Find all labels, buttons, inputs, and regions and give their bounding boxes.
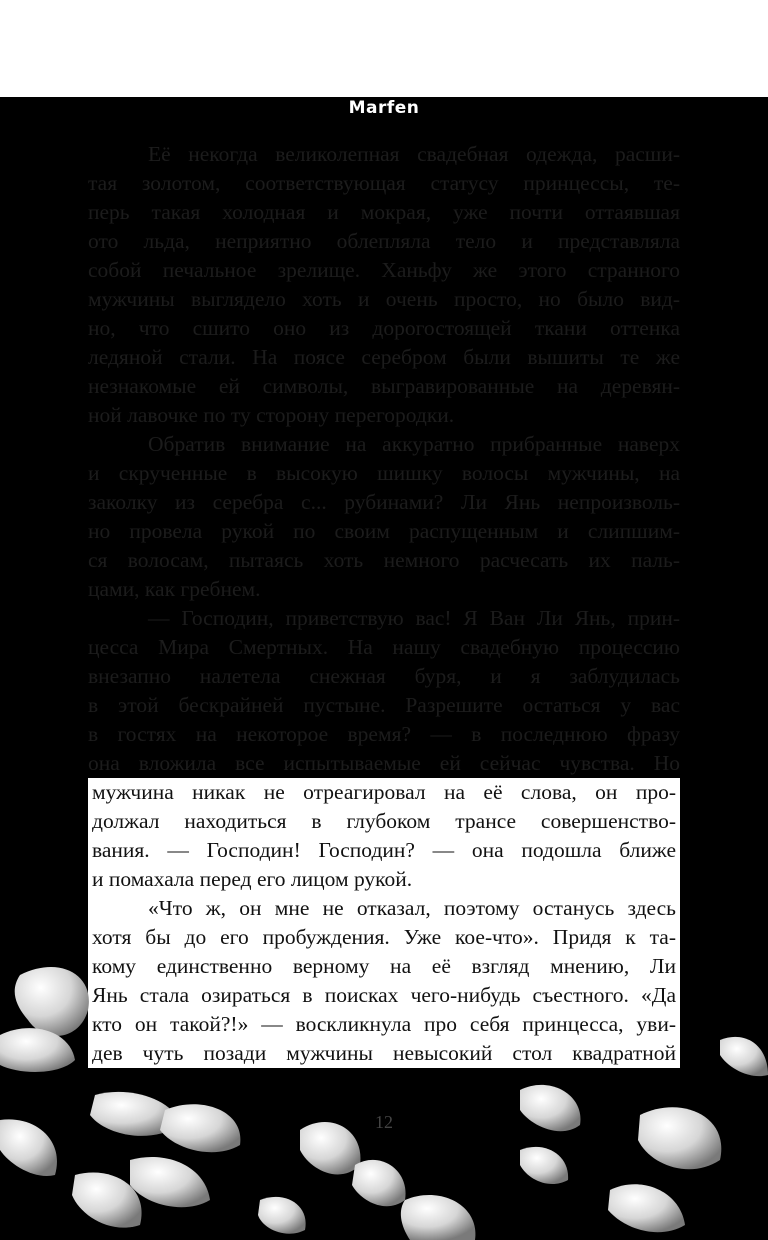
text-line: Её некогда великолепная свадебная одежда, расши- (148, 142, 680, 166)
page-number: 12 (375, 1112, 393, 1132)
text-line: и скрученные в высокую шишку волосы мужчины, на (88, 461, 680, 485)
text-line: ся волосам, пытаясь хоть немного расчесать их паль- (88, 548, 680, 572)
text-line: мужчины выглядело хоть и очень просто, но было вид- (88, 287, 680, 311)
header-brand: Marfen (348, 98, 420, 118)
text-line: кто он такой?!» — воскликнула про себя принцесса, уви- (88, 1010, 680, 1039)
text-line: тая золотом, соответствующая статусу принцессы, те- (88, 171, 680, 195)
paragraph (0, 894, 768, 1068)
text-line: в этой бескрайней пустыне. Разрешите остаться у вас (88, 693, 680, 717)
body-text (0, 140, 768, 1068)
text-line: ледяной стали. На поясе серебром были вышиты те же (88, 345, 680, 369)
text-line: но, что сшито оно из дорогостоящей ткани оттенка (88, 316, 680, 340)
paragraph (0, 430, 768, 604)
text-line: Обратив внимание на аккуратно прибранные наверх (148, 432, 680, 456)
text-line: дев чуть позади мужчины невысокий стол квадратной (88, 1039, 680, 1068)
text-line: но провела рукой по своим распущенным и слипшим- (88, 519, 680, 543)
text-line: заколку из серебра с... рубинами? Ли Янь непроизволь- (88, 490, 680, 514)
text-line: внезапно налетела снежная буря, и я заблудилась (88, 664, 680, 688)
text-line: кому единственно верному на её взгляд мнению, Ли (88, 952, 680, 981)
text-line: мужчина никак не отреагировал на её слова, он про- (88, 778, 680, 807)
text-line: в гостях на некоторое время? — в последнюю фразу (88, 722, 680, 746)
text-line: Янь стала озираться в поисках чего-нибудь съестного. «Да (88, 981, 680, 1010)
text-line: хотя бы до его пробуждения. Уже кое-что». Придя к та- (88, 923, 680, 952)
text-line: собой печальное зрелище. Ханьфу же этого странного (88, 258, 680, 282)
paragraph (0, 140, 768, 430)
text-line: ной лавочке по ту сторону перегородки. (88, 403, 455, 427)
text-line: и помахала перед его лицом рукой. (88, 865, 680, 894)
paragraph (0, 604, 768, 894)
text-line: перь такая холодная и мокрая, уже почти оттаявшая (88, 200, 680, 224)
text-line: она вложила все испытываемые ей сейчас чувства. Но (88, 751, 680, 775)
text-line: незнакомые ей символы, выгравированные на деревян- (88, 374, 680, 398)
text-line: цами, как гребнем. (88, 577, 261, 601)
text-line: — Господин, приветствую вас! Я Ван Ли Янь, прин- (148, 606, 680, 630)
text-line: «Что ж, он мне не отказал, поэтому останусь здесь (88, 894, 680, 923)
text-line: ото льда, неприятно облепляла тело и представляла (88, 229, 680, 253)
text-line: цесса Мира Смертных. На нашу свадебную процессию (88, 635, 680, 659)
text-line: должал находиться в глубоком трансе совершенство- (88, 807, 680, 836)
text-line: вания. — Господин! Господин? — она подошла ближе (88, 836, 680, 865)
top-white-band (0, 0, 768, 97)
